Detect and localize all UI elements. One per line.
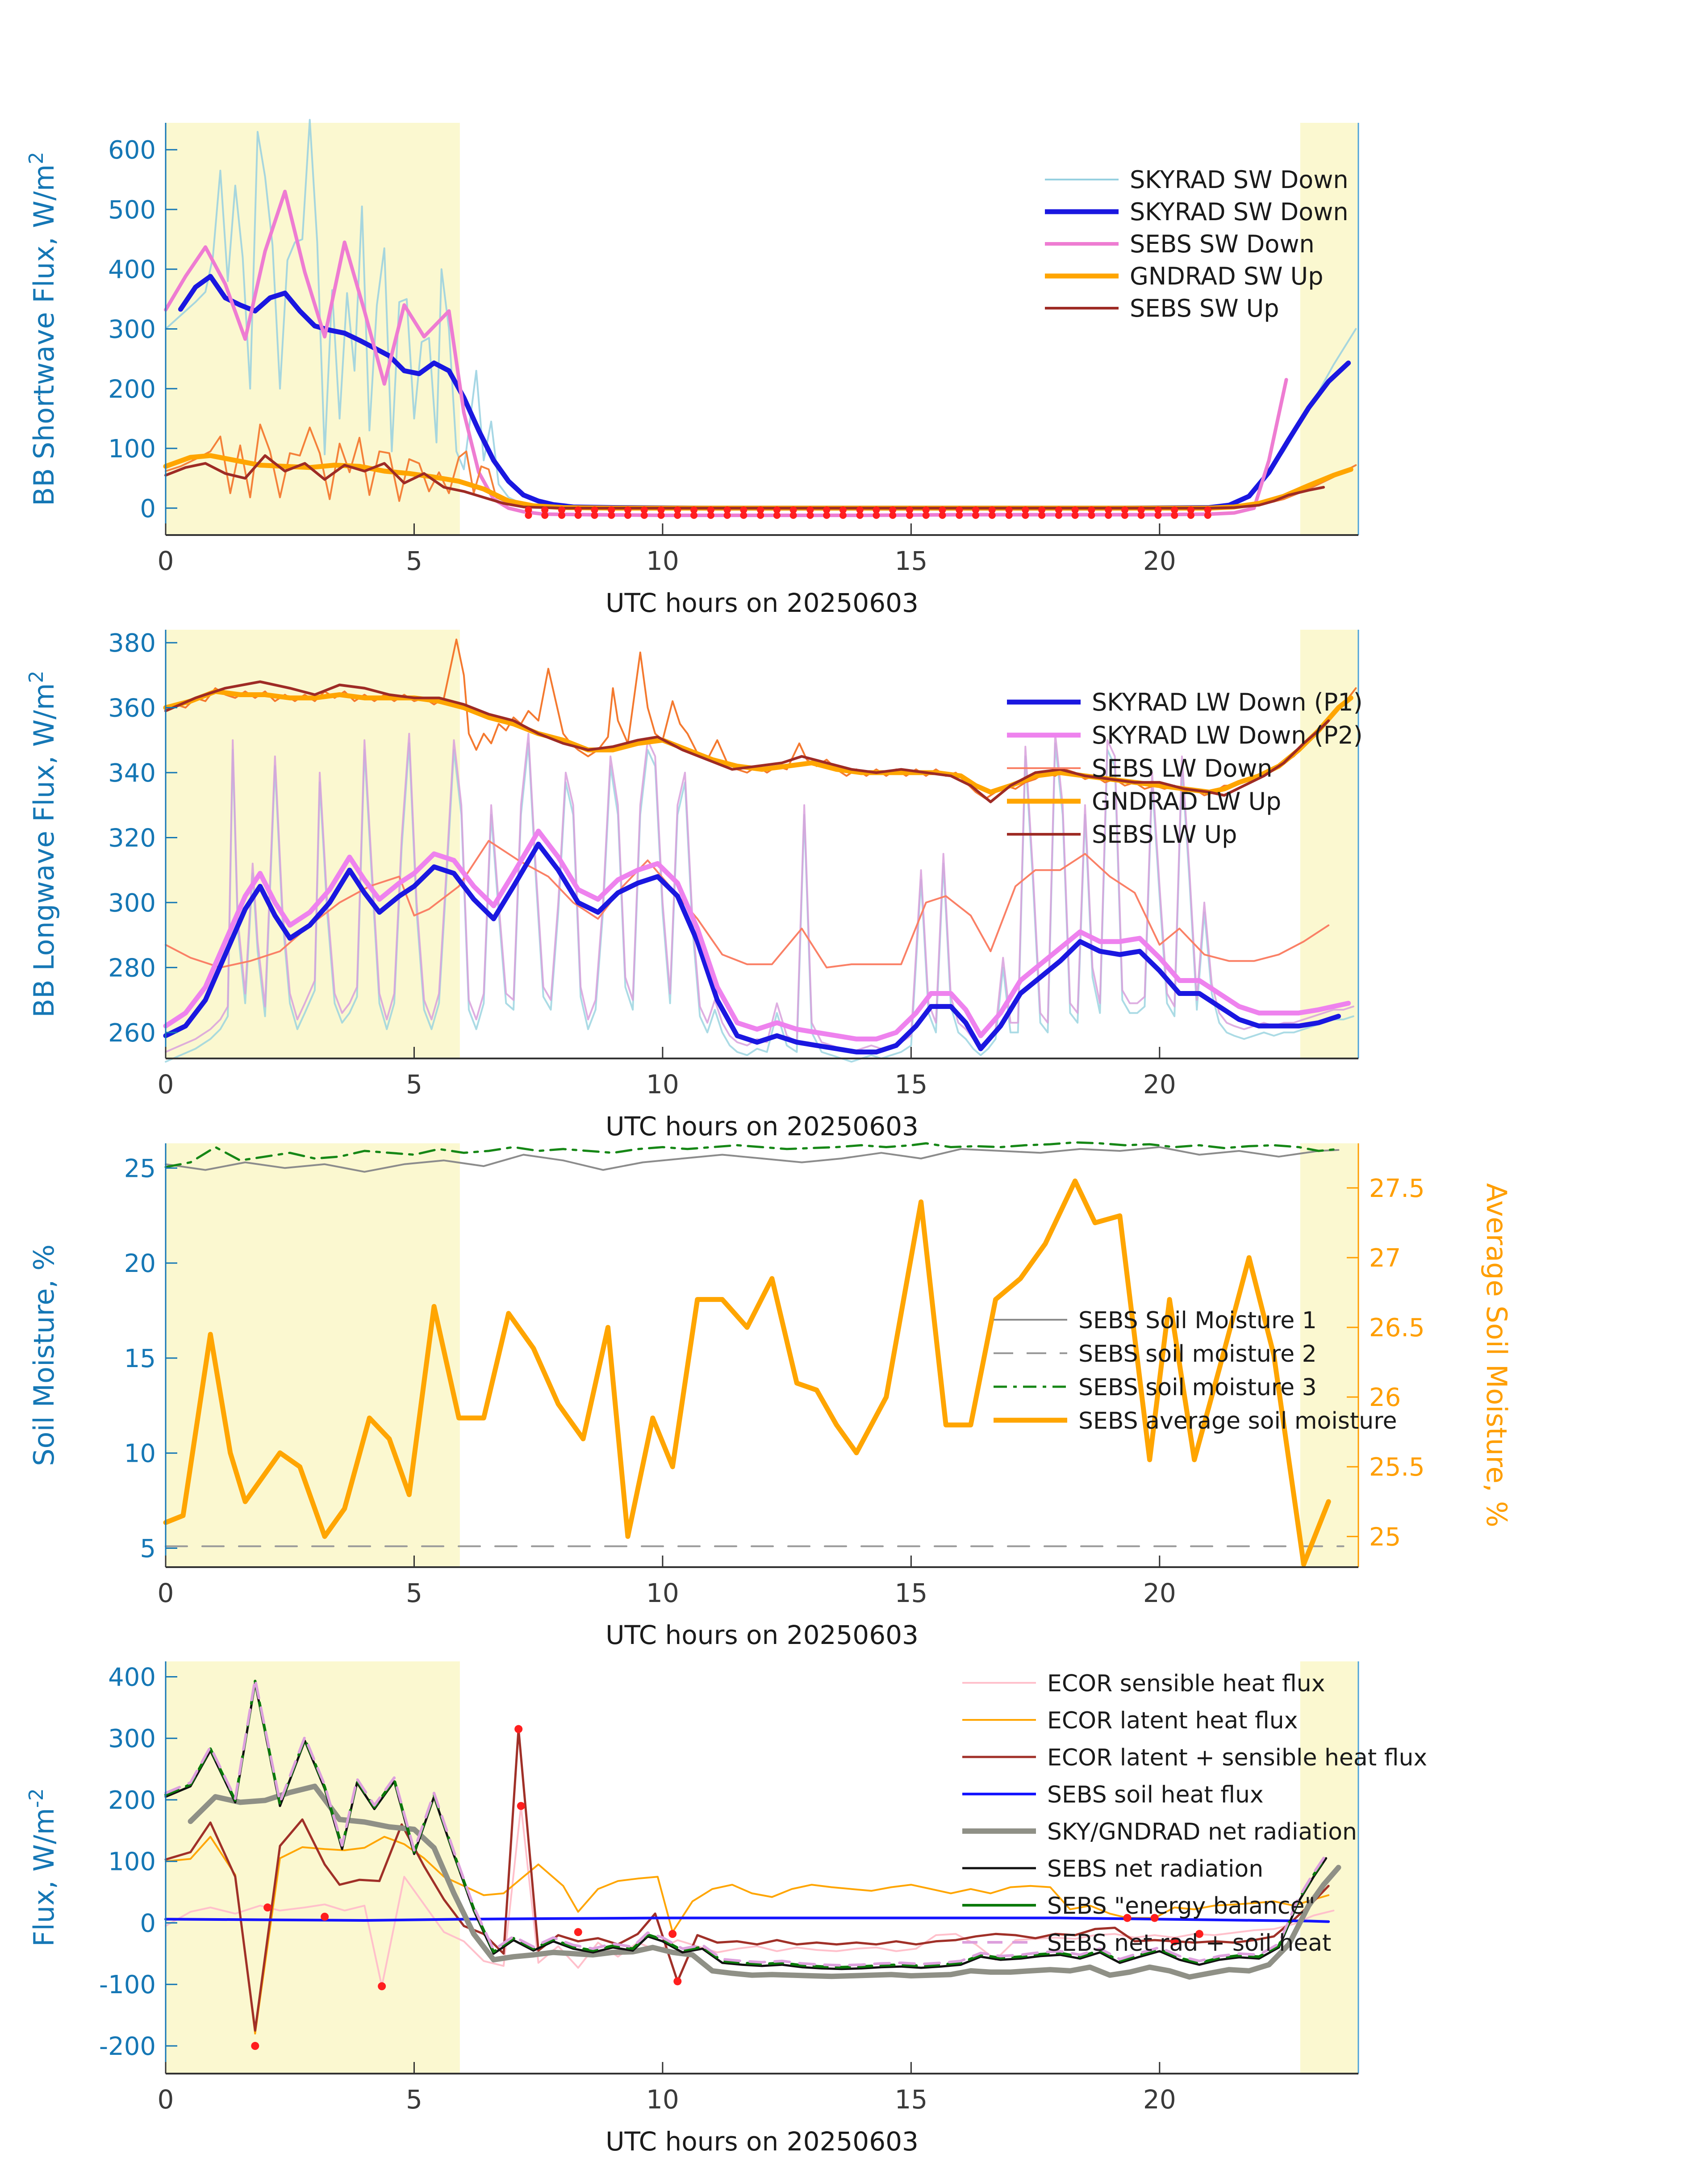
qc-flag-dot [1055, 512, 1062, 519]
legend-entry [962, 1893, 1315, 1920]
qc-flag-dot [525, 512, 532, 519]
panel-energy-flux [25, 1661, 1427, 2157]
legend-entry [962, 1744, 1427, 1771]
qc-flag-dot [873, 512, 880, 519]
y-axis-label: Flux, $W/m^{-2}$ [25, 1788, 60, 1947]
x-tick-label: 10 [646, 1578, 679, 1608]
y-tick-label-right: 27 [1369, 1243, 1401, 1273]
legend-entry [1007, 820, 1237, 849]
y-tick-label-right: 26.5 [1369, 1313, 1425, 1343]
legend-label: ECOR sensible heat flux [1047, 1670, 1325, 1697]
y-axis-label: BB Shortwave Flux, $W/m^2$ [25, 151, 60, 506]
legend-entry [1045, 198, 1349, 226]
legend-label: SKYRAD LW Down (P1) [1092, 688, 1363, 716]
legend-entry [1045, 262, 1323, 290]
x-tick-label: 5 [406, 1578, 422, 1608]
qc-flag-dot [541, 512, 548, 519]
qc-flag-dot [972, 512, 979, 519]
x-axis [158, 1556, 1176, 1650]
legend-label: SEBS "energy balance" [1047, 1893, 1315, 1920]
y-tick-label: 100 [108, 435, 156, 464]
x-tick-label: 0 [157, 2084, 174, 2115]
x-tick-label: 20 [1143, 1578, 1176, 1608]
qc-flag-dot [740, 512, 747, 519]
qc-flag-dot [517, 1802, 525, 1810]
legend-entry [962, 1819, 1357, 1845]
legend-entry [962, 1670, 1325, 1697]
qc-flag-dot [1138, 512, 1145, 519]
x-tick-label: 5 [406, 2084, 422, 2115]
y-tick-label: 600 [108, 136, 156, 165]
legend-entry [962, 1930, 1331, 1957]
qc-flag-dot [251, 2042, 259, 2050]
qc-flag-dot [263, 1903, 271, 1911]
legend-label: ECOR latent + sensible heat flux [1047, 1744, 1428, 1771]
qc-flag-dot [624, 512, 631, 519]
x-axis [158, 1047, 1176, 1142]
x-tick-label: 0 [157, 1578, 174, 1608]
qc-flag-dot [906, 512, 913, 519]
qc-flag-dot [1022, 512, 1029, 519]
qc-flag-dot [790, 512, 797, 519]
y-tick-label: 200 [108, 1786, 156, 1815]
legend-label: SEBS LW Up [1092, 820, 1237, 849]
legend-entry [1045, 230, 1315, 258]
panel-bb-longwave-flux [25, 629, 1363, 1142]
y-tick-label: -200 [99, 2032, 156, 2062]
y-axis-right [1347, 1174, 1513, 1552]
x-tick-label: 20 [1143, 2084, 1176, 2115]
x-tick-label: 10 [646, 546, 679, 576]
y-tick-label: 200 [108, 375, 156, 404]
panel-bb-shortwave-flux [25, 120, 1358, 618]
qc-flag-dot [575, 512, 582, 519]
legend-entry [1007, 754, 1273, 782]
legend-entry [994, 1341, 1317, 1368]
qc-flag-dot [1121, 512, 1128, 519]
x-tick-label: 15 [894, 1069, 928, 1100]
qc-flag-dot [1154, 512, 1161, 519]
y-tick-label: 340 [108, 759, 156, 788]
x-tick-label: 20 [1143, 1069, 1176, 1100]
x-tick-label: 15 [894, 546, 928, 576]
shaded-band [166, 1661, 460, 2074]
qc-flag-dot [1204, 512, 1211, 519]
y-tick-label: 20 [124, 1249, 156, 1279]
y-tick-label: 400 [108, 255, 156, 284]
legend-label: SEBS soil heat flux [1047, 1782, 1264, 1808]
y-axis-label-right: Average Soil Moisture, % [1480, 1183, 1513, 1527]
y-axis-label: Soil Moisture, % [28, 1244, 60, 1466]
legend-label: SEBS LW Down [1092, 754, 1273, 782]
qc-flag-dot [839, 512, 847, 519]
legend-entry [1007, 787, 1281, 816]
y-axis-left [25, 629, 177, 1048]
qc-flag-dot [806, 512, 814, 519]
legend-entry [994, 1408, 1397, 1435]
legend-label: GNDRAD SW Up [1130, 262, 1324, 290]
legend-entry [1007, 721, 1363, 749]
qc-flag-dot [668, 1930, 677, 1938]
qc-flag-dot [1171, 512, 1178, 519]
legend-entry [1007, 688, 1363, 716]
qc-flag-dot [641, 512, 648, 519]
x-axis-label: UTC hours on 20250603 [606, 1111, 919, 1142]
y-tick-label: 0 [140, 1909, 156, 1938]
y-tick-label: 280 [108, 954, 156, 983]
y-tick-label: 380 [108, 629, 156, 658]
qc-flag-dot [823, 512, 830, 519]
y-tick-label: 5 [140, 1534, 156, 1564]
x-tick-label: 20 [1143, 546, 1176, 576]
qc-flag-dot [673, 1977, 681, 1985]
x-axis-label: UTC hours on 20250603 [606, 588, 919, 618]
qc-flag-dot [1038, 512, 1045, 519]
x-tick-label: 10 [646, 1069, 679, 1100]
y-tick-label-right: 27.5 [1369, 1174, 1425, 1203]
legend-entry [962, 1856, 1263, 1882]
legend-label: SKYRAD LW Down (P2) [1092, 721, 1363, 749]
x-tick-label: 10 [646, 2084, 679, 2115]
qc-flag-dot [1088, 512, 1095, 519]
x-tick-label: 0 [157, 546, 174, 576]
qc-flag-dot [956, 512, 963, 519]
qc-flag-dot [574, 1928, 582, 1936]
y-tick-label-right: 25 [1369, 1522, 1401, 1552]
y-axis-left [25, 136, 177, 523]
legend-label: SEBS net rad + soil heat [1047, 1930, 1332, 1957]
qc-flag-dot [674, 512, 681, 519]
legend-entry [962, 1707, 1298, 1734]
y-axis-label: BB Longwave Flux, $W/m^2$ [25, 670, 60, 1018]
qc-flag-dot [690, 512, 697, 519]
y-tick-label: 320 [108, 824, 156, 853]
x-tick-label: 5 [406, 546, 422, 576]
legend-label: SKYRAD SW Down [1130, 166, 1349, 194]
y-tick-label: 0 [140, 494, 156, 523]
qc-flag-dot [558, 512, 565, 519]
x-tick-label: 15 [894, 1578, 928, 1608]
qc-flag-dot [658, 512, 665, 519]
legend-label: SKY/GNDRAD net radiation [1047, 1819, 1357, 1845]
legend-label: SEBS SW Down [1130, 230, 1315, 258]
y-tick-label: 400 [108, 1663, 156, 1692]
y-tick-label-right: 26 [1369, 1383, 1401, 1413]
qc-flag-dot [724, 512, 731, 519]
qc-flag-dot [923, 512, 930, 519]
y-tick-label: 360 [108, 694, 156, 723]
qc-flag-dot [1072, 512, 1079, 519]
legend-entry [1045, 294, 1279, 322]
x-tick-label: 5 [406, 1069, 422, 1100]
legend-label: SEBS average soil moisture [1078, 1408, 1397, 1435]
qc-flag-dot [321, 1913, 329, 1921]
y-tick-label: 300 [108, 1724, 156, 1754]
qc-flag-dot [514, 1725, 522, 1733]
legend-label: SEBS soil moisture 2 [1078, 1341, 1317, 1368]
qc-flag-dot [1187, 512, 1194, 519]
x-axis-label: UTC hours on 20250603 [606, 2126, 919, 2157]
legend-entry [994, 1307, 1317, 1334]
y-tick-label: -100 [99, 1970, 156, 2000]
y-tick-label: 25 [124, 1154, 156, 1184]
qc-flag-dot [608, 512, 615, 519]
legend-label: GNDRAD LW Up [1092, 787, 1282, 816]
x-axis [158, 523, 1176, 618]
qc-flag-dot [378, 1982, 386, 1990]
qc-flag-dot [757, 512, 764, 519]
y-axis-left [28, 1154, 177, 1563]
legend-entry [962, 1782, 1264, 1808]
y-tick-label: 260 [108, 1018, 156, 1048]
y-tick-label: 10 [124, 1439, 156, 1468]
x-axis-label: UTC hours on 20250603 [606, 1620, 919, 1650]
y-tick-label: 300 [108, 315, 156, 344]
legend-label: ECOR latent heat flux [1047, 1707, 1298, 1734]
legend-entry [1045, 166, 1349, 194]
legend-label: SEBS SW Up [1130, 294, 1279, 322]
qc-flag-dot [939, 512, 946, 519]
qc-flag-dot [889, 512, 896, 519]
legend-label: SEBS soil moisture 3 [1078, 1374, 1317, 1401]
legend-entry [994, 1374, 1317, 1401]
legend-label: SKYRAD SW Down [1130, 198, 1349, 226]
qc-flag-dot [1006, 512, 1013, 519]
y-tick-label: 15 [124, 1344, 156, 1373]
x-tick-label: 15 [894, 2084, 928, 2115]
panel-soil-moisture [28, 1142, 1513, 1650]
qc-flag-dot [1105, 512, 1112, 519]
qc-flag-dot [591, 512, 598, 519]
y-tick-label-right: 25.5 [1369, 1453, 1425, 1482]
legend-label: SEBS Soil Moisture 1 [1078, 1307, 1317, 1334]
x-axis [158, 2062, 1176, 2157]
y-tick-label: 300 [108, 888, 156, 918]
y-tick-label: 100 [108, 1847, 156, 1877]
y-axis-left [25, 1663, 177, 2061]
qc-flag-dot [856, 512, 864, 519]
legend-label: SEBS net radiation [1047, 1856, 1264, 1882]
y-tick-label: 500 [108, 195, 156, 225]
shaded-band [1300, 1661, 1358, 2074]
qc-flag-dot [773, 512, 781, 519]
qc-flag-dot [989, 512, 996, 519]
qc-flag-dot [707, 512, 714, 519]
x-tick-label: 0 [157, 1069, 174, 1100]
